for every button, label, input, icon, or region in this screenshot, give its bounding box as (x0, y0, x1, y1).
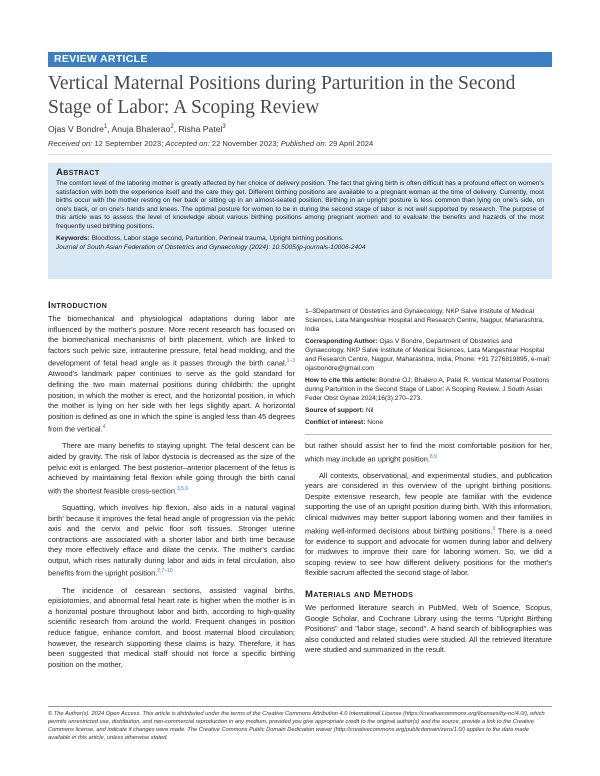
author-affil-number: 3 (222, 124, 226, 131)
intro-text: Atwood's landmark paper continues to serve as the gold standard for defining the two main maternal positions during childbirth: the upright position, in which the mother is erect, and the horizontal position, in which the mother is lying on her side with her legs slightly apart. A horizontal position is defined as one in which the spine is angled less than 45 degrees from the vertical. (48, 369, 295, 434)
keywords-label: Keywords: (56, 234, 90, 242)
abstract-text: The comfort level of the laboring mother is greatly affected by her choice of delivery position. The fact that giving birth is often difficult has a profound effect on women's satisfaction with both the experience itself and the care they get. Different birthing positions are available to a pregnant woman at the time of delivery. Currently, most births occur with the mother resting on her back or sitting up in an almost-seated position. Birthing in an upright posture is less common than lying on one's side, on one's back, or on one's hands and knees. The optimal posture for women to be in during the second stage of labor is not well supported by research. The purpose of this article was to assess the level of knowledge about various birthing positions among pregnant women and to evaluate the benefits and hazards of the most frequently used birthing positions. (56, 180, 544, 230)
publication-dates (48, 139, 552, 155)
citation-ref[interactable]: 3,5,6 (176, 485, 189, 492)
license-text: © The Author(s). 2024 Open Access. This article is distributed under the terms of the Creative Commons Attribution 4.0 International License (https://creativecommons.org/licenses/by-nc/4.0/), which permits unrestricted use, distribution, and non-commercial reproduction in any medium, provided you give appropriate credit to the original author(s) and the source, provide a link to the Creative Commons license, and indicate if changes were made. The Creative Commons Public Domain Dedication waiver (http://creativecommons.org/publicdomain/zero/1.0/) applies to the data made available in this article, unless otherwise stated. (48, 711, 545, 741)
cite-label: How to cite this article: (305, 377, 378, 384)
abstract-heading: Abstract (56, 167, 100, 178)
author-name: Ojas V Bondre (48, 124, 104, 134)
conflict-label: Conflict of interest: (305, 419, 366, 426)
conflict-text: None (365, 419, 384, 426)
left-column (48, 300, 295, 676)
body-text: but rather should assist her to find the most comfortable position for her, which may include an upright position. (305, 441, 552, 464)
source-of-support (305, 406, 552, 415)
intro-paragraph-1 (48, 314, 295, 435)
methods-heading: Materials and Methods (305, 589, 414, 601)
keywords-text: Bloodloss, Labor stage second, Parturition, Perineal trauma, Upright birthing positions. (91, 234, 344, 242)
journal-citation: Journal of South Asian Federation of Obstetrics and Gynaecology (2024): 10.5005/jp-journals-10006-2404 (56, 243, 366, 251)
author-name: Anuja Bhalerao (111, 124, 171, 134)
article-title: Vertical Maternal Positions during Parturition in the Second Stage of Labor: A Scoping Review (48, 73, 516, 118)
support-text: Nil (363, 407, 374, 414)
right-column (305, 307, 552, 662)
right-paragraph-2 (305, 471, 552, 579)
citation-ref[interactable]: 8,9 (429, 453, 437, 460)
body-text: All contexts, observational, and experimental studies, and publication years are considered in this overview of the upright birthing positions. Despite extensive research, few people are familiar with the evidence supporting the use of an upright position during birth. With this information, clinical midwives may better support laboring women and their families in making well-informed decisions about birthing positions. (305, 470, 552, 536)
intro-paragraph-4: The incidence of cesarean sections, assisted vaginal births, episiotomies, and abnormal fetal heart rate is higher when the mother is in a horizontal posture throughout labor and birth, according to high-quality scientific research from around the world. Frequent changes in position reduce fatigue, enhance comfort, and boost maternal blood circulation; however, the research supporting these claims is hazy. Therefore, it has been suggested that medical staff should not force a specific birthing position on the mother, (48, 585, 295, 669)
intro-text: Squatting, which involves hip flexion, also aids in a natural vaginal birth' because it improves the fetal head angle of progression via the pelvic axis and the cervix and pelvic floor soft tissues. Stronger uterine contractions are associated with a shorter labor and birth time because they more effectively efface and dilate the cervix. The mother's cardiac output, which rises naturally during labor and aids in fetal circulation, also benefits from the upright position. (48, 502, 295, 578)
author-list: Ojas V Bondre$^1$, Anuja Bhalerao$^2$, Risha Patel$^3$ (48, 124, 226, 134)
corresponding-text: Ojas V Bondre, Department of Obstetrics and Gynaecology, NKP Salve Institute of Medical Sciences, Lata Mangeshkar Hospital and Research Centre, Nagpur, Maharashtra, India, Phone: +91 7276819895, e-mail: ojasbondre@gmail.com (305, 338, 551, 372)
accepted-label: Accepted on: (165, 139, 210, 148)
intro-text: The biomechanical and physiological adaptations during labor are influenced by the mother's posture. More recent research has focused on the biomechanical mechanisms of birth placement, which are linked to factors such pelvic size, intrauterine pressure, fetal head molding, and the development of fetal head angle as it passes through the birth canal. (48, 314, 295, 368)
license-footer (48, 706, 552, 742)
department-affiliation: 1–3Department of Obstetrics and Gynaecology, NKP Salve Institute of Medical Sciences, Lata Mangeshkar Hospital and Research Centre, Nagpur, Maharashtra, India (305, 308, 544, 333)
published-date: 29 April 2024 (328, 139, 374, 148)
keywords-line (56, 234, 544, 243)
citation-ref[interactable]: 3 (492, 525, 496, 532)
author-affil-number: 2 (170, 124, 174, 131)
methods-paragraph: We performed literature search in PubMed, Web of Science, Scopus, Google Scholar, and Cochrane Library using the terms "Upright Birthing Positions" and "labor stage, second". A hand search of bibliographies was also conducted and related studies were studied. All the retrieved literature were studied and summarized in the result. (305, 603, 552, 655)
citation-ref[interactable]: 4 (102, 424, 106, 431)
right-paragraph-1 (305, 441, 552, 465)
corresponding-author (305, 337, 552, 373)
citation-ref[interactable]: 2,7–10 (157, 568, 173, 575)
body-text: There is a need for evidence to support and advocate for women during labor and delivery for midwives to improve their care for laboring women. So, we did a scoping review to see how different delivery positions for the mother's flexible sacrum affected the second stage of labor. (305, 526, 552, 578)
intro-paragraph-2 (48, 441, 295, 496)
intro-text: There are many benefits to staying upright. The fetal descent can be aided by gravity. The risk of labor dystocia is decreased as the size of the pelvic exit is enlarged. The best posterior–anterior placement of the fetus is achieved by maintaining fetal flexion while going through the birth canal with the shortest feasible cross-section. (48, 441, 295, 496)
article-type-banner: REVIEW ARTICLE (48, 52, 552, 67)
received-date: 12 September 2023; (94, 139, 164, 148)
how-to-cite (305, 376, 552, 403)
abstract-box (48, 163, 552, 279)
author-affil-number: 1 (103, 124, 108, 131)
author-name: Risha Patel (178, 124, 223, 134)
citation-ref[interactable]: 1–3 (286, 358, 295, 365)
support-label: Source of support: (305, 407, 364, 414)
introduction-heading: Introduction (48, 300, 108, 311)
cite-text: Bondre OJ, Bhalero A, Patel R. Vertical Maternal Positions during Parturition in the Second Stage of Labor: A Scoping Review. J South Asian Feder Obst Gynae 2024;16(3):270–273. (305, 377, 550, 402)
affiliation-box (305, 307, 552, 435)
published-label: Published on: (280, 139, 327, 148)
received-label: Received on: (48, 139, 93, 148)
corresponding-label: Corresponding Author: (305, 338, 378, 345)
intro-paragraph-3 (48, 503, 295, 580)
conflict-of-interest (305, 418, 552, 427)
accepted-date: 22 November 2023; (211, 139, 279, 148)
